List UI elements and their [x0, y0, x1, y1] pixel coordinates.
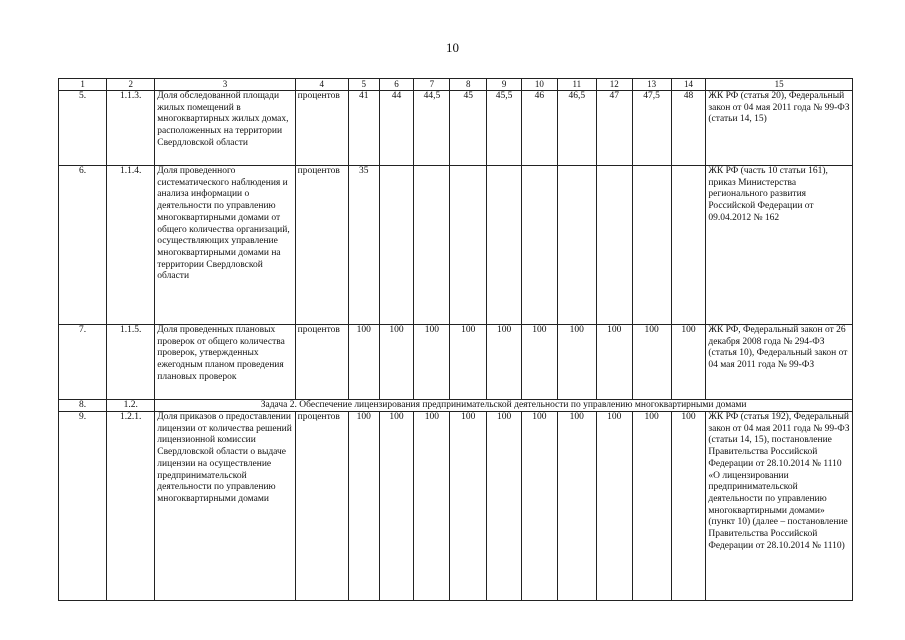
indicator-name: Доля обследованной площади жилых помещений в многоквартирных жилых домах, расположенных на территории Свердловской области [155, 91, 295, 166]
value-cell: 100 [522, 325, 558, 400]
table-row [59, 412, 853, 601]
unit: процентов [295, 412, 348, 601]
value-cell: 45 [450, 91, 487, 166]
legal-basis: ЖК РФ (часть 10 статьи 161), приказ Министерства регионального развития Российской Федерации от 09.04.2012 № 162 [706, 166, 853, 325]
task-title: Задача 2. Обеспечение лицензирования предпринимательской деятельности по управлению многоквартирными домами [155, 400, 853, 412]
header-cell: 6 [379, 79, 414, 91]
value-cell: 100 [348, 412, 379, 601]
header-cell: 12 [596, 79, 632, 91]
value-cell: 100 [450, 325, 487, 400]
value-cell [596, 166, 632, 325]
value-cell [450, 166, 487, 325]
row-code: 1.1.5. [107, 325, 155, 400]
header-cell: 4 [295, 79, 348, 91]
value-cell: 44 [379, 91, 414, 166]
row-code: 1.2.1. [107, 412, 155, 601]
header-cell: 13 [632, 79, 671, 91]
row-number: 7. [59, 325, 107, 400]
value-cell: 100 [632, 325, 671, 400]
unit: процентов [295, 166, 348, 325]
value-cell [632, 166, 671, 325]
value-cell: 35 [348, 166, 379, 325]
value-cell: 100 [671, 412, 706, 601]
value-cell: 100 [414, 325, 450, 400]
value-cell [522, 166, 558, 325]
task-row [59, 400, 853, 412]
value-cell: 100 [671, 325, 706, 400]
row-number: 6. [59, 166, 107, 325]
header-cell: 9 [487, 79, 522, 91]
indicators-table [58, 78, 853, 601]
header-cell: 7 [414, 79, 450, 91]
value-cell: 44,5 [414, 91, 450, 166]
indicator-name: Доля проведенных плановых проверок от общего количества проверок, утвержденных ежегодным планом проведения плановых проверок [155, 325, 295, 400]
value-cell: 47,5 [632, 91, 671, 166]
unit: процентов [295, 325, 348, 400]
value-cell: 100 [596, 412, 632, 601]
value-cell: 100 [487, 325, 522, 400]
value-cell: 46 [522, 91, 558, 166]
value-cell: 100 [596, 325, 632, 400]
legal-basis: ЖК РФ (статья 192), Федеральный закон от 04 мая 2011 года № 99-ФЗ (статьи 14, 15), постановление Правительства Российской Федерации от 28.10.2014 № 1110 «О лицензировании предпринимательской деятельности по управлению многоквартирными домами» (пункт 10) (далее – постановление Правительства Российской Федерации от 28.10.2014 № 1110) [706, 412, 853, 601]
table-row [59, 325, 853, 400]
indicator-name: Доля приказов о предоставлении лицензии от количества решений лицензионной комиссии Свердловской области о выдаче лицензии на осуществление предпринимательской деятельности по управлению многоквартирными домами [155, 412, 295, 601]
page-number: 10 [446, 40, 459, 55]
value-cell: 100 [414, 412, 450, 601]
value-cell: 100 [522, 412, 558, 601]
header-cell: 2 [107, 79, 155, 91]
row-number: 8. [59, 400, 107, 412]
row-code: 1.1.4. [107, 166, 155, 325]
value-cell: 100 [487, 412, 522, 601]
header-cell: 11 [557, 79, 596, 91]
value-cell: 100 [557, 412, 596, 601]
value-cell [379, 166, 414, 325]
value-cell [414, 166, 450, 325]
header-row [59, 79, 853, 91]
legal-basis: ЖК РФ, Федеральный закон от 26 декабря 2008 года № 294-ФЗ (статья 10), Федеральный закон от 04 мая 2011 года № 99-ФЗ [706, 325, 853, 400]
row-code: 1.2. [107, 400, 155, 412]
value-cell [557, 166, 596, 325]
value-cell: 100 [557, 325, 596, 400]
value-cell: 47 [596, 91, 632, 166]
header-cell: 15 [706, 79, 853, 91]
value-cell: 100 [379, 325, 414, 400]
legal-basis: ЖК РФ (статья 20), Федеральный закон от 04 мая 2011 года № 99-ФЗ (статьи 14, 15) [706, 91, 853, 166]
value-cell: 100 [379, 412, 414, 601]
header-cell: 1 [59, 79, 107, 91]
value-cell: 46,5 [557, 91, 596, 166]
value-cell [487, 166, 522, 325]
value-cell: 41 [348, 91, 379, 166]
header-cell: 10 [522, 79, 558, 91]
header-cell: 14 [671, 79, 706, 91]
table-row [59, 91, 853, 166]
header-cell: 5 [348, 79, 379, 91]
header-cell: 3 [155, 79, 295, 91]
indicator-name: Доля проведенного систематического наблюдения и анализа информации о деятельности по управлению многоквартирными домами от общего количества организаций, осуществляющих управление многоквартирными домами на территории Свердловской области [155, 166, 295, 325]
value-cell: 45,5 [487, 91, 522, 166]
value-cell: 100 [450, 412, 487, 601]
value-cell [671, 166, 706, 325]
value-cell: 100 [632, 412, 671, 601]
table-row [59, 166, 853, 325]
header-cell: 8 [450, 79, 487, 91]
unit: процентов [295, 91, 348, 166]
value-cell: 100 [348, 325, 379, 400]
value-cell: 48 [671, 91, 706, 166]
row-code: 1.1.3. [107, 91, 155, 166]
row-number: 5. [59, 91, 107, 166]
row-number: 9. [59, 412, 107, 601]
